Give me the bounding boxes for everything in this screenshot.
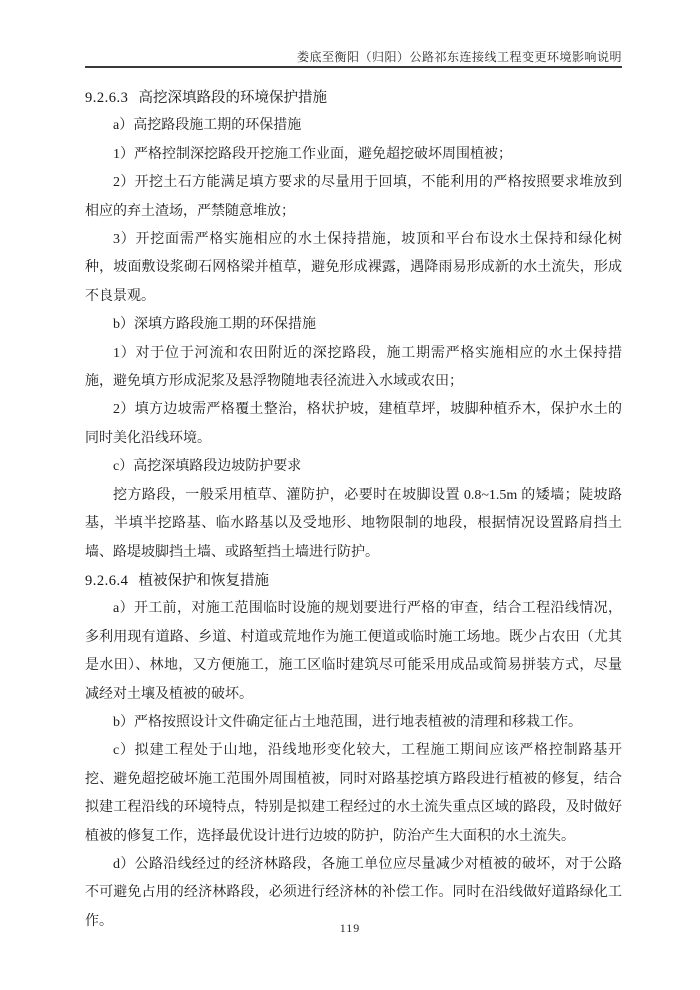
paragraph: a）高挖路段施工期的环保措施 bbox=[113, 118, 302, 134]
paragraph: a）开工前，对施工范围临时设施的规划要进行严格的审查，结合工程沿线情况，多利用现有道路、乡道、村道或荒地作为施工便道或临时施工场地。既少占农田（尤其是水田）、林地，又方便施工，施工区临时建筑尽可能采用成品或简易拼装方式，尽量减经对土壤及植被的破坏。 bbox=[85, 601, 622, 702]
section-number: 9.2.6.4 bbox=[85, 572, 129, 589]
section-title: 高挖深填路段的环境保护措施 bbox=[138, 90, 328, 106]
section-heading-9263 bbox=[85, 84, 622, 112]
paragraph: c）拟建工程处于山地，沿线地形变化较大，工程施工期间应该严格控制路基开挖、避免超挖破坏施工范围外周围植被，同时对路基挖填方路段进行植被的修复，结合拟建工程沿线的环境特点，特别是拟建工程经过的水土流失重点区域的路段，及时做好植被的修复工作，选择最优设计进行边坡的防护，防治产生大面积的水土流失。 bbox=[85, 743, 622, 844]
paragraph: 2）填方边坡需严格覆土整治，格状护坡，建植草坪，坡脚种植乔木，保护水土的同时美化沿线环境。 bbox=[85, 402, 622, 446]
running-header: 娄底至衡阳（归阳）公路祁东连接线工程变更环境影响说明 bbox=[296, 50, 622, 64]
page-body bbox=[85, 84, 622, 936]
paragraph: c）高挖深填路段边坡防护要求 bbox=[113, 459, 302, 475]
paragraph: b）严格按照设计文件确定征占土地范围，进行地表植被的清理和移栽工作。 bbox=[113, 714, 582, 730]
paragraph: 3）开挖面需严格实施相应的水土保持措施，坡顶和平台布设水土保持和绿化树种，坡面敷设浆砌石网格梁并植草，避免形成裸露，遇降雨易形成新的水土流失，形成不良景观。 bbox=[85, 232, 622, 304]
section-heading-9264 bbox=[85, 567, 622, 595]
paragraph: 1）对于位于河流和农田附近的深挖路段，施工期需严格实施相应的水土保持措施，避免填方形成泥浆及悬浮物随地表径流进入水域或农田； bbox=[85, 345, 622, 390]
section-number: 9.2.6.3 bbox=[85, 90, 129, 106]
page-number: 119 bbox=[339, 921, 361, 935]
section-title: 植被保护和恢复措施 bbox=[138, 572, 270, 589]
paragraph: d）公路沿线经过的经济林路段，各施工单位应尽量减少对植被的破坏，对于公路不可避免占用的经济林路段，必须进行经济林的补偿工作。同时在沿线做好道路绿化工作。 bbox=[85, 856, 622, 929]
paragraph: 2）开挖土石方能满足填方要求的尽量用于回填，不能利用的严格按照要求堆放到相应的弃土渣场，严禁随意堆放； bbox=[85, 175, 622, 219]
paragraph: 挖方路段，一般采用植草、灌防护，必要时在坡脚设置 0.8~1.5m 的矮墙；陡坡路基，半填半挖路基、临水路基以及受地形、地物限制的地段，根据情况设置路肩挡土墙、路堤坡脚挡土墙、或路堑挡土墙进行防护。 bbox=[85, 487, 622, 560]
paragraph: b）深填方路段施工期的环保措施 bbox=[113, 317, 316, 333]
paragraph: 1）严格控制深挖路段开挖施工作业面，避免超挖破坏周围植被； bbox=[113, 146, 512, 162]
header-divider bbox=[85, 66, 622, 68]
